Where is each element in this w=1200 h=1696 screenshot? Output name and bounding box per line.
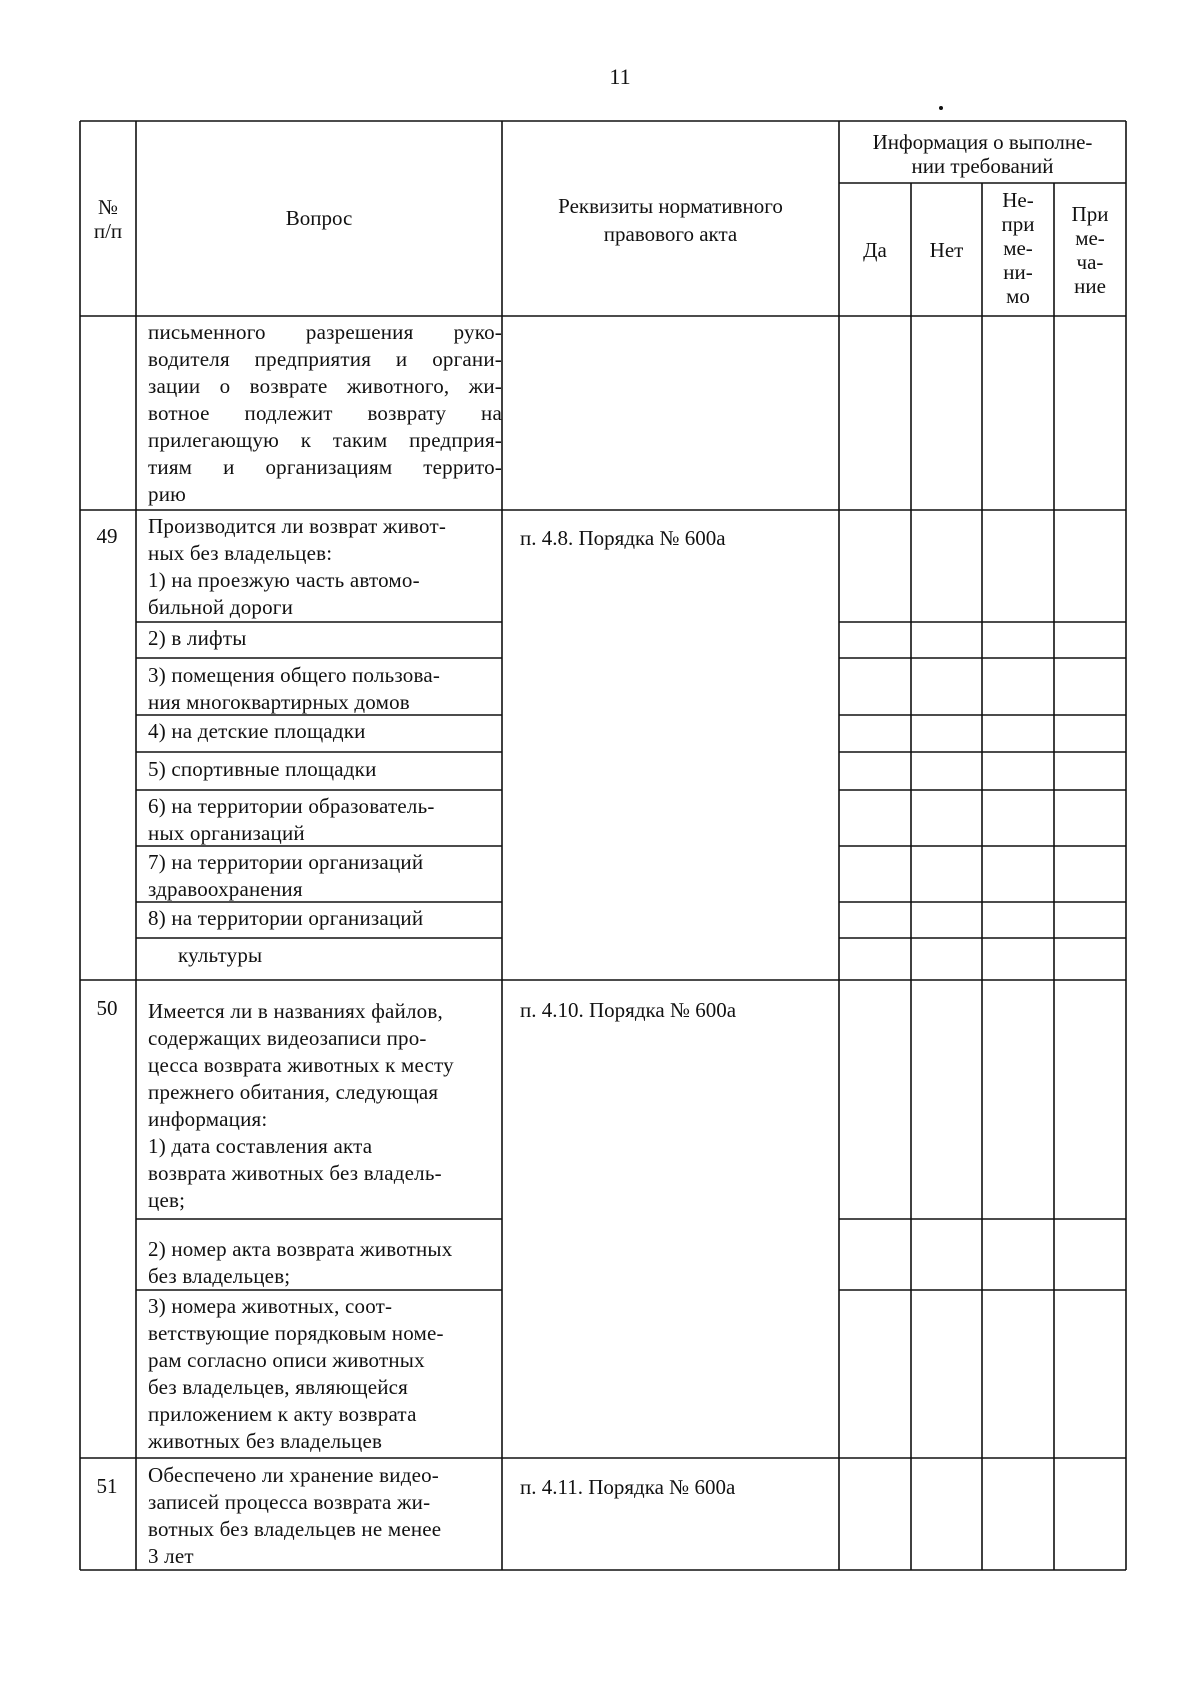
row-50-intro: Имеется ли в названиях файлов, содержащих видеозаписи про- цесса возврата животных к месту прежнего обитания, следующая информация: 1) дата составления акта возврата животных без владель- цев; xyxy=(148,999,454,1212)
row-50-sub-3: 3) номера животных, соот- ветствующие порядковым номе- рам согласно описи животных без владельцев, являющейся приложением к акту возврата животных без владельцев xyxy=(148,1294,444,1453)
page-number: 11 xyxy=(609,64,631,89)
row-49-sub-7: 7) на территории организаций здравоохранения xyxy=(148,850,424,901)
row-cont-question xyxy=(148,319,502,508)
row-49-sub-4: 4) на детские площадки xyxy=(148,719,366,743)
row-50-number: 50 xyxy=(96,996,118,1020)
header-info: Информация о выполне- нии требований xyxy=(872,130,1093,178)
row-49-sub-5: 5) спортивные площадки xyxy=(148,757,377,781)
row-49-reference: п. 4.8. Порядка № 600а xyxy=(520,526,726,550)
row-49-sub-6: 6) на территории образователь- ных организаций xyxy=(148,794,435,845)
row-49-sub-3: 3) помещения общего пользова- ния многоквартирных домов xyxy=(148,663,441,714)
header-question: Вопрос xyxy=(285,206,353,230)
header-note: При ме- ча- ние xyxy=(1071,202,1109,298)
row-49-sub-8-cont: культуры xyxy=(178,943,263,967)
header-requisites: Реквизиты нормативного правового акта xyxy=(558,194,783,246)
row-49-number: 49 xyxy=(96,524,118,548)
header-not-applicable: Не- при ме- ни- мо xyxy=(1001,188,1035,308)
row-51-number: 51 xyxy=(96,1474,118,1498)
row-51-intro: Обеспечено ли хранение видео- записей процесса возврата жи- вотных без владельцев не менее 3 лет xyxy=(148,1463,442,1568)
row-51-reference: п. 4.11. Порядка № 600а xyxy=(520,1475,736,1499)
row-50-sub-2: 2) номер акта возврата животных без владельцев; xyxy=(148,1237,453,1288)
row-cont-text: письменного разрешения руко- водителя предприятия и органи- зации о возврате животного, жи- вотное подлежит возврату на прилегающую к таким предприя- тиям и организациям террито- рию xyxy=(148,320,502,506)
row-50-reference: п. 4.10. Порядка № 600а xyxy=(520,998,737,1022)
header-no: Нет xyxy=(929,238,964,262)
row-49-sub-8: 8) на территории организаций xyxy=(148,906,424,930)
header-yes: Да xyxy=(863,238,887,262)
header-num: № п/п xyxy=(93,195,123,243)
row-49-sub-2: 2) в лифты xyxy=(148,626,247,650)
row-49-intro: Производится ли возврат живот- ных без владельцев: 1) на проезжую часть автомо- бильной дороги xyxy=(148,514,447,619)
